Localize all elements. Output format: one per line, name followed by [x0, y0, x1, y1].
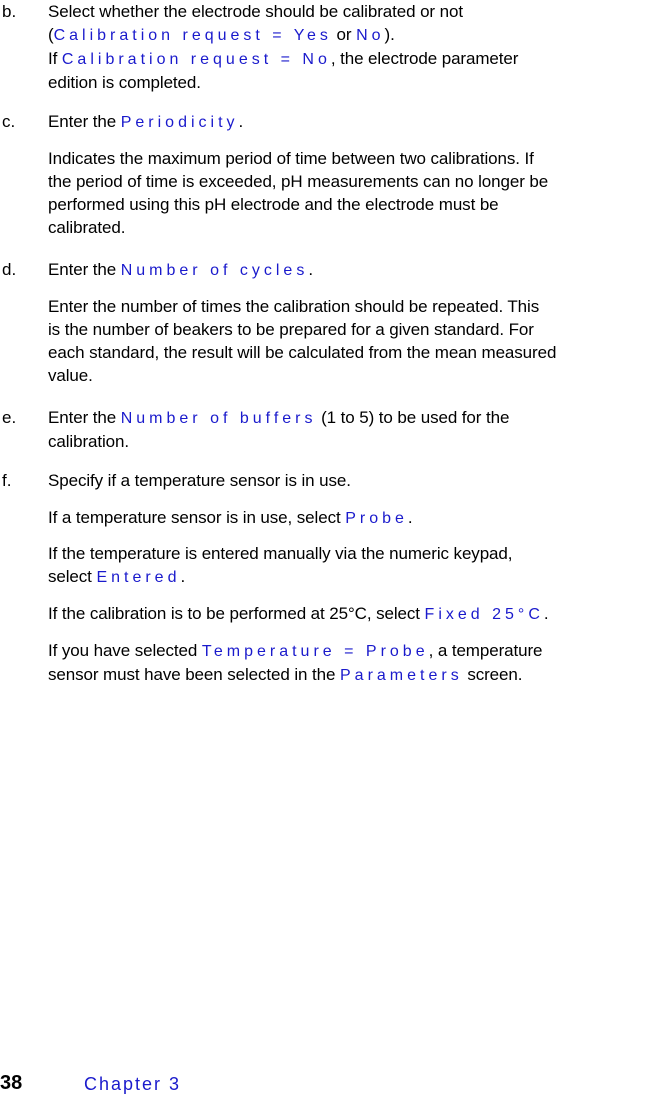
paragraph [48, 295, 664, 387]
paragraph [48, 469, 664, 492]
text-run: If [48, 49, 62, 68]
text-line [48, 318, 664, 341]
screen-term: Calibration request = Yes [53, 27, 332, 44]
text-run: Specify if a temperature sensor is in use. [48, 471, 351, 490]
screen-term: Number of cycles [120, 262, 309, 279]
list-marker: d. [2, 260, 17, 279]
text-run: Enter the [48, 408, 121, 427]
text-line [48, 147, 664, 170]
page-number: 38 [0, 1072, 23, 1094]
screen-term: Parameters [340, 667, 463, 684]
text-run: screen. [462, 665, 523, 684]
text-line [48, 71, 664, 94]
text-run: . [180, 567, 186, 586]
paragraph [48, 602, 664, 626]
text-line [48, 430, 664, 453]
text-line [48, 23, 664, 47]
screen-term: Calibration request = No [61, 51, 331, 68]
text-run: . [308, 260, 313, 279]
text-run: the period of time is exceeded, pH measurements can no longer be [48, 172, 549, 191]
text-line [48, 258, 664, 282]
text-run: . [407, 508, 413, 527]
text-run: select [48, 567, 97, 586]
text-run: calibrated. [48, 218, 126, 237]
text-run: performed using this pH electrode and the electrode must be [48, 195, 499, 214]
text-run: each standard, the result will be calculated from the mean measured [48, 343, 557, 362]
text-line [48, 639, 664, 663]
text-line [48, 469, 664, 492]
paragraph [48, 406, 664, 453]
list-marker: f. [2, 471, 12, 490]
paragraph [48, 0, 664, 94]
text-run: Enter the number of times the calibration should be repeated. This [48, 297, 540, 316]
screen-term: Fixed 25°C [424, 606, 544, 623]
text-run: If you have selected [48, 641, 202, 660]
text-run: If the calibration is to be performed at 25°C, select [48, 604, 425, 623]
paragraph [48, 147, 664, 239]
screen-term: Temperature = Probe [201, 643, 429, 660]
text-run: value. [48, 366, 93, 385]
text-run: , a temperature [428, 641, 543, 660]
text-line [48, 341, 664, 364]
screen-term: Periodicity [120, 114, 239, 131]
text-line [48, 406, 664, 430]
text-line [48, 506, 664, 530]
text-line [48, 602, 664, 626]
text-run: calibration. [48, 432, 130, 451]
text-line [48, 663, 664, 687]
paragraph [48, 542, 664, 589]
text-line [48, 170, 664, 193]
text-line [48, 47, 664, 71]
text-line [48, 110, 664, 134]
text-run: Enter the [48, 260, 121, 279]
text-line [48, 542, 664, 565]
text-run: (1 to 5) to be used for the [316, 408, 510, 427]
screen-term: Number of buffers [120, 410, 317, 427]
text-run: ( [48, 25, 54, 44]
text-run: If a temperature sensor is in use, select [48, 508, 346, 527]
text-run: Enter the [48, 112, 121, 131]
text-line [48, 0, 664, 23]
screen-term: Entered [96, 569, 181, 586]
paragraph [48, 258, 664, 282]
screen-term: Probe [345, 510, 408, 527]
text-run: is the number of beakers to be prepared for a given standard. For [48, 320, 534, 339]
list-marker: c. [2, 112, 16, 131]
text-line [48, 295, 664, 318]
text-run: Indicates the maximum period of time between two calibrations. If [48, 149, 534, 168]
paragraph [48, 110, 664, 134]
text-run: If the temperature is entered manually via the numeric keypad, [48, 544, 513, 563]
text-line [48, 565, 664, 589]
text-run: or [331, 25, 357, 44]
text-run: . [543, 604, 549, 623]
text-run: Select whether the electrode should be calibrated or not [48, 2, 463, 21]
list-marker: b. [2, 2, 17, 21]
list-marker: e. [2, 408, 17, 427]
text-line [48, 193, 664, 216]
text-line [48, 364, 664, 387]
text-run: edition is completed. [48, 73, 201, 92]
chapter-label: Chapter 3 [84, 1074, 182, 1094]
text-run: ). [384, 25, 395, 44]
text-line [48, 216, 664, 239]
screen-term: No [356, 27, 385, 44]
text-run: sensor must have been selected in the [48, 665, 340, 684]
text-run: . [238, 112, 244, 131]
paragraph [48, 639, 664, 687]
text-run: , the electrode parameter [330, 49, 519, 68]
paragraph [48, 506, 664, 530]
